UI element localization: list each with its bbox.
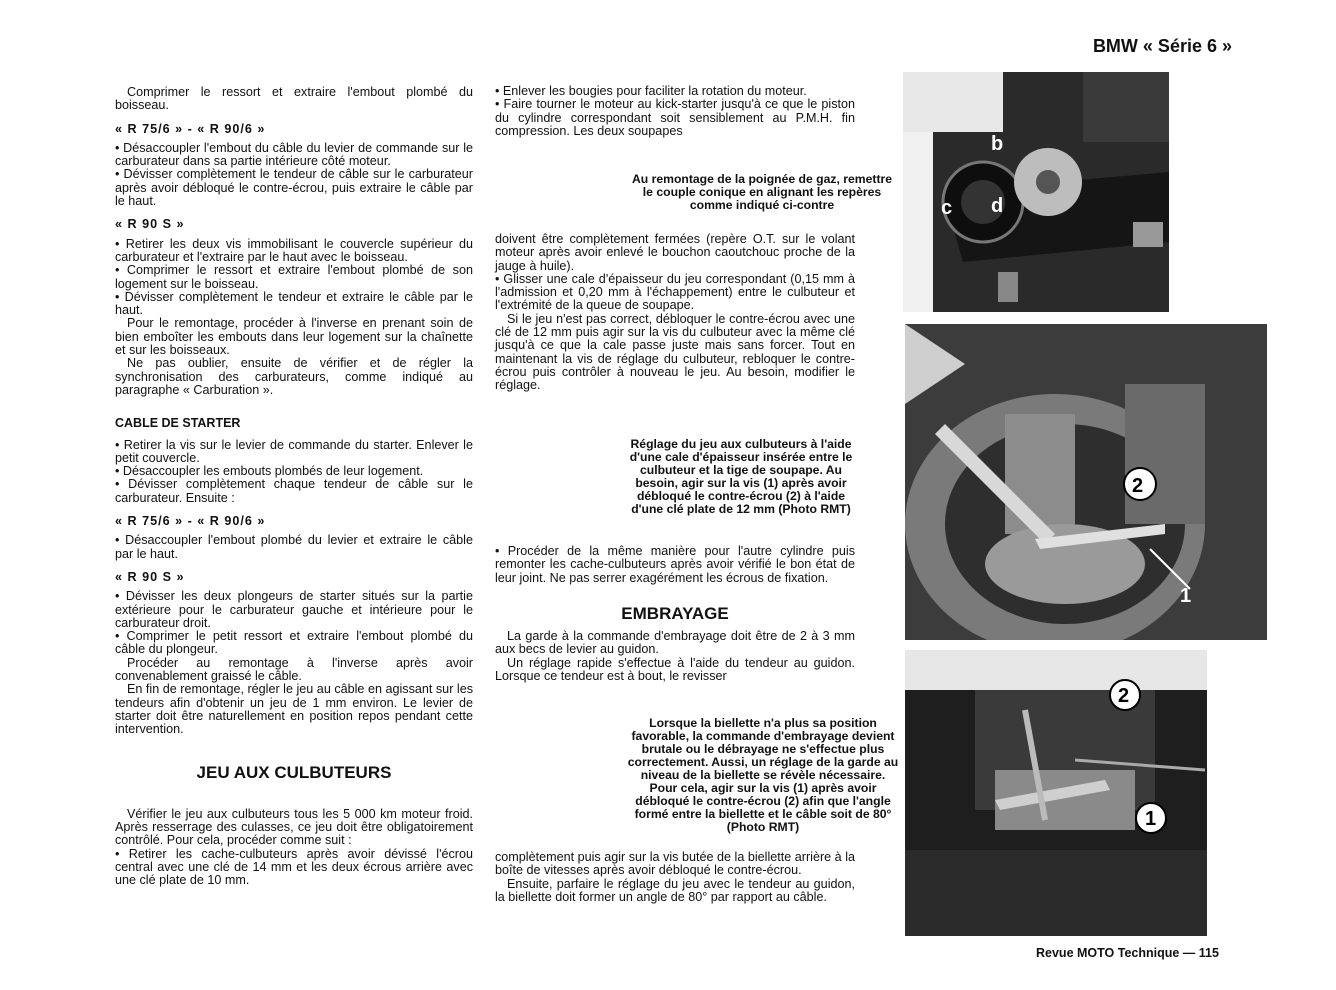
model-subheading: « R 90 S »: [115, 217, 185, 232]
photo-label-2: 2: [1132, 475, 1144, 497]
paragraph: Si le jeu n'est pas correct, débloquer le contre-écrou avec une clé de 12 mm puis agir sur la vis du culbuteur avec la même clé jusqu'à ce que la cale passe juste mais sans forcer. Tout en maintenant la vis de réglage du culbuteur, rebloquer le contre-écrou puis contrôler à nouveau le jeu. Au besoin, modifier le réglage.: [495, 311, 855, 393]
paragraph: • Comprimer le petit ressort et extraire l'embout plombé du câble du plongeur.: [115, 629, 473, 657]
model-subheading: « R 75/6 » - « R 90/6 »: [115, 121, 266, 136]
left-column: [115, 86, 473, 888]
photo-label-2: 2: [1118, 685, 1130, 707]
paragraph: En fin de remontage, régler le jeu au câble en agissant sur les tendeurs afin d'obtenir un jeu de 1 mm environ. Le levier de starter doit être naturellement en position repos pendant cette intervention.: [115, 682, 473, 737]
paragraph: • Glisser une cale d'épaisseur du jeu correspondant (0,15 mm à l'admission et 0,20 mm à l'échappement) entre le culbuteur et l'extrémité de la queue de soupape.: [495, 271, 855, 313]
middle-column-top: [495, 85, 855, 138]
paragraph: • Désaccoupler l'embout plombé du levier et extraire le câble par le haut.: [115, 533, 473, 561]
page-footer: Revue MOTO Technique — 115: [1036, 946, 1219, 960]
photo-label-1: 1: [1180, 585, 1192, 607]
photo-label-c: c: [941, 197, 953, 219]
photo-valve-clearance: [905, 324, 1267, 640]
paragraph: Ne pas oublier, ensuite de vérifier et de régler la synchronisation des carburateurs, comme indiqué au paragraphe « Carburation ».: [115, 356, 473, 397]
model-subheading: « R 90 S »: [115, 569, 185, 584]
middle-column-mid: [495, 233, 855, 393]
paragraph: • Dévisser les deux plongeurs de starter situés sur la partie extérieure pour le carburateur gauche et intérieure pour le carburateur droit.: [115, 589, 473, 630]
paragraph: Ensuite, parfaire le réglage du jeu avec le tendeur au guidon, la biellette doit former un angle de 80° par rapport au câble.: [495, 876, 855, 904]
paragraph: • Faire tourner le moteur au kick-starter jusqu'à ce que le piston du cylindre correspondant soit sensiblement au P.M.H. fin compression. Les deux soupapes: [495, 97, 855, 138]
paragraph: doivent être complètement fermées (repère O.T. sur le volant moteur après avoir enlevé le bouchon caoutchouc proche de la jauge à huile).: [495, 232, 855, 273]
paragraph: • Procéder de la même manière pour l'autre cylindre puis remonter les cache-culbuteurs après avoir vérifié le bon état de leur joint. Ne pas serrer exagérément les écrous de fixation.: [495, 544, 855, 585]
paragraph: • Enlever les bougies pour faciliter la rotation du moteur.: [495, 84, 807, 98]
photo-label-1: 1: [1145, 808, 1157, 830]
caption-valve-clearance: Réglage du jeu aux culbuteurs à l'aide d'une cale d'épaisseur insérée entre le culbuteur et la tige de soupape. Au besoin, agir sur la vis (1) après avoir débloqué le contre-écrou (2) à l'aide d'une clé plate de 12 mm (Photo RMT): [629, 437, 853, 516]
paragraph: Procéder au remontage à l'inverse après avoir convenablement graissé le câble.: [115, 655, 473, 683]
section-heading-embrayage: EMBRAYAGE: [621, 603, 729, 623]
paragraph: • Désaccoupler les embouts plombés de leur logement.: [115, 464, 424, 479]
photo-clutch-linkage: [905, 650, 1207, 936]
page-header-title: BMW « Série 6 »: [1092, 36, 1232, 56]
paragraph: Pour le remontage, procéder à l'inverse en prenant soin de bien emboîter les embouts dans leur logement sur la chaînette et sur les boisseaux.: [115, 316, 473, 358]
model-subheading: « R 75/6 » - « R 90/6 »: [115, 514, 266, 529]
photo-label-d: d: [991, 195, 1004, 217]
paragraph: • Retirer les deux vis immobilisant le couvercle supérieur du carburateur et l'extraire par le haut avec le boisseau.: [115, 236, 473, 264]
section-heading-starter: CABLE DE STARTER: [115, 416, 241, 431]
paragraph: • Dévisser complètement le tendeur de câble sur le carburateur après avoir débloqué le contre-écrou, puis extraire le câble par le haut.: [115, 167, 473, 209]
section-heading-jeu-culbuteurs: JEU AUX CULBUTEURS: [196, 763, 392, 783]
paragraph: Vérifier le jeu aux culbuteurs tous les 5 000 km moteur froid. Après resserrage des culasses, ce jeu doit être obligatoirement contrôlé. Pour cela, procéder comme suit :: [115, 806, 473, 848]
paragraph: • Désaccoupler l'embout du câble du levier de commande sur le carburateur dans sa partie intérieure côté moteur.: [115, 140, 473, 169]
middle-column-lower: [495, 545, 855, 683]
paragraph: • Comprimer le ressort et extraire l'embout plombé de son logement sur le boisseau.: [115, 263, 473, 291]
paragraph: • Dévisser complètement chaque tendeur de câble sur le carburateur. Ensuite :: [115, 477, 473, 505]
photo-label-b: b: [991, 133, 1004, 155]
photo-throttle-grip: [903, 72, 1169, 312]
paragraph: • Retirer les cache-culbuteurs après avoir dévissé l'écrou central avec une clé de 14 mm et les deux écrous arrière avec une clé plate de 10 mm.: [115, 846, 473, 888]
paragraph: La garde à la commande d'embrayage doit être de 2 à 3 mm aux becs de levier au guidon.: [495, 629, 855, 657]
paragraph: • Retirer la vis sur le levier de commande du starter. Enlever le petit couvercle.: [115, 437, 473, 465]
middle-column-bottom: [495, 851, 855, 904]
caption-clutch: Lorsque la biellette n'a plus sa position favorable, la commande d'embrayage devient brutale ou le débrayage ne s'effectue plus correctement. Aussi, un réglage de la garde au niveau de la biellette se révèle nécessaire. Pour cela, agir sur la vis (1) après avoir débloqué le contre-écrou (2) afin que l'angle formé entre la biellette et le câble soit de 80° (Photo RMT): [627, 716, 899, 834]
paragraph: Comprimer le ressort et extraire l'embout plombé du boisseau.: [115, 85, 473, 113]
paragraph: Un réglage rapide s'effectue à l'aide du tendeur au guidon. Lorsque ce tendeur est à bout, le revisser: [495, 655, 855, 684]
paragraph: complètement puis agir sur la vis butée de la biellette arrière à la boîte de vitesses après avoir débloqué le contre-écrou.: [495, 850, 855, 878]
paragraph: • Dévisser complètement le tendeur et extraire le câble par le haut.: [115, 289, 473, 318]
caption-throttle: Au remontage de la poignée de gaz, remettre le couple conique en alignant les repères comme indiqué ci-contre: [631, 172, 893, 212]
